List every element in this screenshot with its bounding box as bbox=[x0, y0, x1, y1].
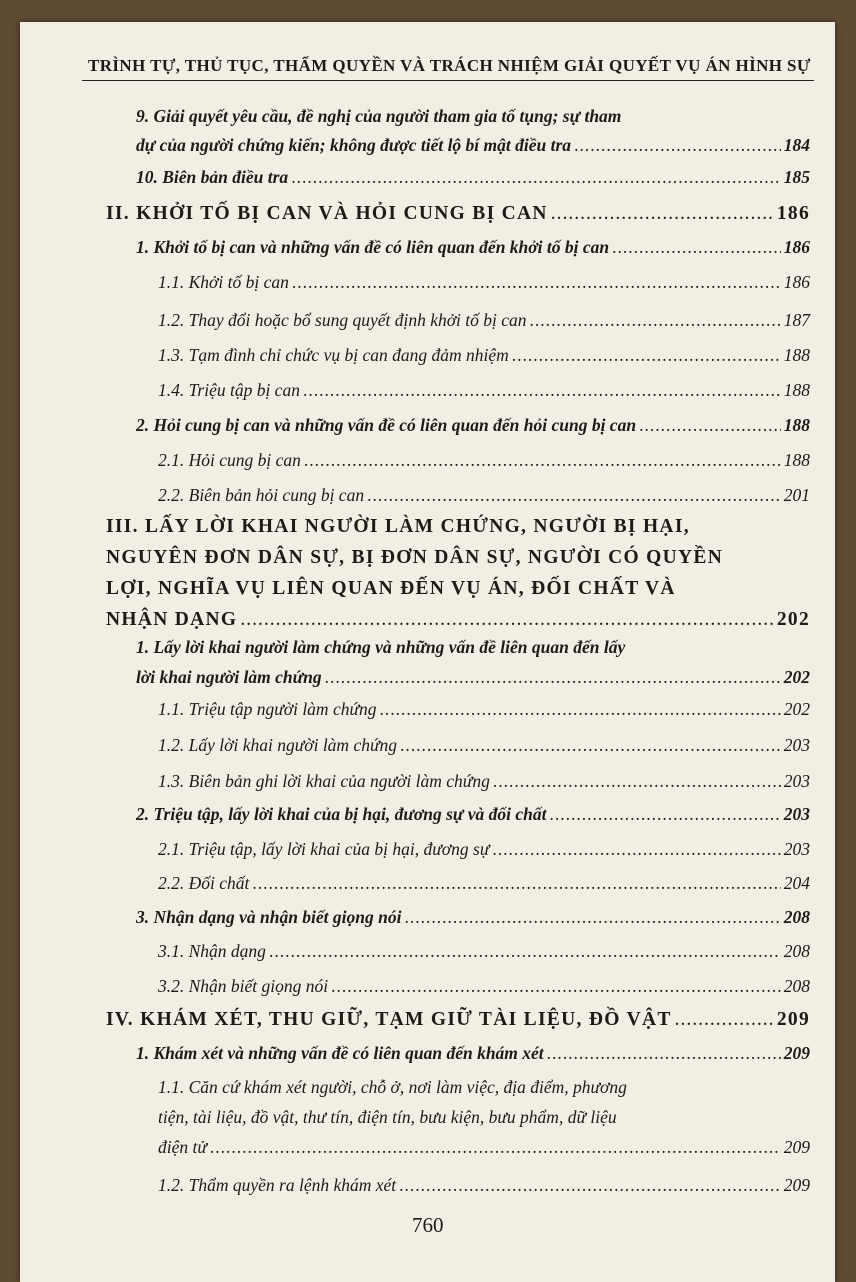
toc-page-number: 202 bbox=[783, 667, 810, 687]
toc-entry-title: 10. Biên bản điều tra bbox=[136, 167, 289, 187]
toc-entry-title: 1. Khởi tố bị can và những vấn đề có liên quan đến khởi tố bị can bbox=[136, 237, 610, 257]
leader-dots bbox=[325, 667, 781, 688]
toc-entry bbox=[136, 135, 810, 156]
toc-entry bbox=[136, 804, 810, 825]
toc-entry-title: 1. Khám xét và những vấn đề có liên quan đến khám xét bbox=[136, 1043, 544, 1063]
leader-dots bbox=[303, 380, 781, 401]
toc-page-number: 186 bbox=[783, 272, 810, 292]
toc-entry bbox=[158, 310, 810, 331]
running-header: TRÌNH TỰ, THỦ TỤC, THẨM QUYỀN VÀ TRÁCH NHIỆM GIẢI QUYẾT VỤ ÁN HÌNH SỰ bbox=[88, 56, 811, 75]
toc-entry bbox=[158, 450, 810, 471]
toc-entry bbox=[158, 976, 810, 997]
toc-page-number: 208 bbox=[783, 941, 810, 961]
toc-page-number: 203 bbox=[783, 804, 810, 824]
toc-entry bbox=[136, 167, 810, 188]
leader-dots bbox=[399, 1175, 781, 1196]
toc-entry bbox=[158, 873, 810, 894]
toc-entry-title: 2. Hỏi cung bị can và những vấn đề có liên quan đến hỏi cung bị can bbox=[136, 415, 637, 435]
toc-page-number: 209 bbox=[783, 1137, 810, 1157]
leader-dots bbox=[639, 415, 781, 436]
toc-entry bbox=[158, 1137, 810, 1158]
toc-entry bbox=[158, 735, 810, 756]
toc-entry-title: điện tử bbox=[158, 1137, 207, 1157]
leader-dots bbox=[269, 941, 781, 962]
leader-dots bbox=[404, 907, 780, 928]
toc-entry-title: 2.2. Biên bản hỏi cung bị can bbox=[158, 485, 365, 505]
leader-dots bbox=[612, 237, 781, 258]
leader-dots bbox=[210, 1137, 781, 1158]
toc-entry bbox=[136, 667, 810, 688]
toc-entry bbox=[158, 345, 810, 366]
toc-entry-title: 1.1. Triệu tập người làm chứng bbox=[158, 699, 377, 719]
toc-page-number: 204 bbox=[783, 873, 810, 893]
toc-entry-title: 3. Nhận dạng và nhận biết giọng nói bbox=[136, 907, 402, 927]
toc-entry-title: 1.4. Triệu tập bị can bbox=[158, 380, 300, 400]
toc-entry-line: tiện, tài liệu, đồ vật, thư tín, điện tín, bưu kiện, bưu phẩm, dữ liệu bbox=[158, 1107, 617, 1127]
toc-page-number: 208 bbox=[783, 976, 810, 996]
toc-page-number: 188 bbox=[783, 415, 810, 435]
toc-entry bbox=[158, 485, 810, 506]
toc-entry bbox=[106, 609, 810, 631]
leader-dots bbox=[551, 203, 774, 225]
toc-entry-title: 2. Triệu tập, lấy lời khai của bị hại, đương sự và đối chất bbox=[136, 804, 547, 824]
toc-entry-title: 3.2. Nhận biết giọng nói bbox=[158, 976, 329, 996]
toc-page-number: 209 bbox=[776, 1009, 810, 1030]
toc-entry-title: 1.3. Tạm đình chỉ chức vụ bị can đang đảm nhiệm bbox=[158, 345, 509, 365]
toc-entry-title: dự của người chứng kiến; không được tiết lộ bí mật điều tra bbox=[136, 135, 572, 155]
leader-dots bbox=[493, 771, 781, 792]
toc-entry bbox=[106, 203, 810, 225]
leader-dots bbox=[240, 609, 773, 631]
toc-entry-title: 2.2. Đối chất bbox=[158, 873, 250, 893]
toc-page-number: 188 bbox=[783, 345, 810, 365]
toc-page-number: 188 bbox=[783, 380, 810, 400]
leader-dots bbox=[331, 976, 781, 997]
toc-entry-title: II. KHỞI TỐ BỊ CAN VÀ HỎI CUNG BỊ CAN bbox=[106, 203, 548, 224]
toc-entry bbox=[158, 839, 810, 860]
header-rule bbox=[82, 80, 814, 81]
toc-entry bbox=[158, 941, 810, 962]
leader-dots bbox=[400, 735, 781, 756]
page-number: 760 bbox=[412, 1213, 444, 1237]
leader-dots bbox=[675, 1009, 774, 1031]
toc-entry-title: NHẬN DẠNG bbox=[106, 609, 238, 630]
leader-dots bbox=[512, 345, 781, 366]
toc-entry bbox=[158, 1175, 810, 1196]
toc-entry-title: 1.3. Biên bản ghi lời khai của người làm chứng bbox=[158, 771, 490, 791]
leader-dots bbox=[380, 699, 781, 720]
leader-dots bbox=[367, 485, 781, 506]
toc-entry-title: 1.2. Thay đổi hoặc bổ sung quyết định khởi tố bị can bbox=[158, 310, 527, 330]
toc-entry-title: lời khai người làm chứng bbox=[136, 667, 322, 687]
toc-entry-title: 1.1. Khởi tố bị can bbox=[158, 272, 289, 292]
leader-dots bbox=[492, 839, 780, 860]
toc-entry bbox=[136, 1043, 810, 1064]
toc-page-number: 202 bbox=[783, 699, 810, 719]
toc-entry-line: 1.1. Căn cứ khám xét người, chỗ ở, nơi làm việc, địa điểm, phương bbox=[158, 1077, 627, 1097]
toc-page-number: 203 bbox=[783, 735, 810, 755]
toc-entry bbox=[158, 272, 810, 293]
toc-entry-title: 2.1. Triệu tập, lấy lời khai của bị hại, đương sự bbox=[158, 839, 490, 859]
leader-dots bbox=[304, 450, 781, 471]
toc-entry bbox=[106, 1009, 810, 1031]
toc-entry-line: NGUYÊN ĐƠN DÂN SỰ, BỊ ĐƠN DÂN SỰ, NGƯỜI CÓ QUYỀN bbox=[106, 547, 724, 568]
toc-entry bbox=[158, 771, 810, 792]
toc-entry bbox=[136, 415, 810, 436]
toc-page-number: 209 bbox=[783, 1043, 810, 1063]
toc-page-number: 203 bbox=[783, 839, 810, 859]
toc-page-number: 208 bbox=[783, 907, 810, 927]
toc-entry-title: IV. KHÁM XÉT, THU GIỮ, TẠM GIỮ TÀI LIỆU, ĐỒ VẬT bbox=[106, 1009, 672, 1030]
toc-entry bbox=[136, 237, 810, 258]
toc-entry-title: 1.2. Thẩm quyền ra lệnh khám xét bbox=[158, 1175, 397, 1195]
toc-entry-line: 1. Lấy lời khai người làm chứng và những vấn đề liên quan đến lấy bbox=[136, 637, 626, 657]
toc-entry bbox=[158, 380, 810, 401]
leader-dots bbox=[252, 873, 780, 894]
toc-page-number: 187 bbox=[783, 310, 810, 330]
toc-entry-line: 9. Giải quyết yêu cầu, đề nghị của người tham gia tố tụng; sự tham bbox=[136, 106, 622, 126]
leader-dots bbox=[530, 310, 781, 331]
toc-page-number: 201 bbox=[783, 485, 810, 505]
toc-page-number: 186 bbox=[783, 237, 810, 257]
toc-entry bbox=[136, 907, 810, 928]
toc-page-number: 203 bbox=[783, 771, 810, 791]
toc-entry-title: 1.2. Lấy lời khai người làm chứng bbox=[158, 735, 398, 755]
toc-page-number: 186 bbox=[776, 203, 810, 224]
leader-dots bbox=[574, 135, 781, 156]
toc-page-number: 184 bbox=[783, 135, 810, 155]
toc-entry-title: 2.1. Hỏi cung bị can bbox=[158, 450, 301, 470]
leader-dots bbox=[550, 804, 781, 825]
toc-entry-title: 3.1. Nhận dạng bbox=[158, 941, 266, 961]
leader-dots bbox=[547, 1043, 781, 1064]
toc-entry-line: LỢI, NGHĨA VỤ LIÊN QUAN ĐẾN VỤ ÁN, ĐỐI CHẤT VÀ bbox=[106, 578, 676, 599]
toc-entry bbox=[158, 699, 810, 720]
toc-page-number: 209 bbox=[783, 1175, 810, 1195]
toc-page-number: 202 bbox=[776, 609, 810, 630]
toc-page-number: 185 bbox=[783, 167, 810, 187]
leader-dots bbox=[292, 272, 781, 293]
leader-dots bbox=[291, 167, 781, 188]
toc-entry-line: III. LẤY LỜI KHAI NGƯỜI LÀM CHỨNG, NGƯỜI BỊ HẠI, bbox=[106, 516, 690, 537]
toc-page-number: 188 bbox=[783, 450, 810, 470]
